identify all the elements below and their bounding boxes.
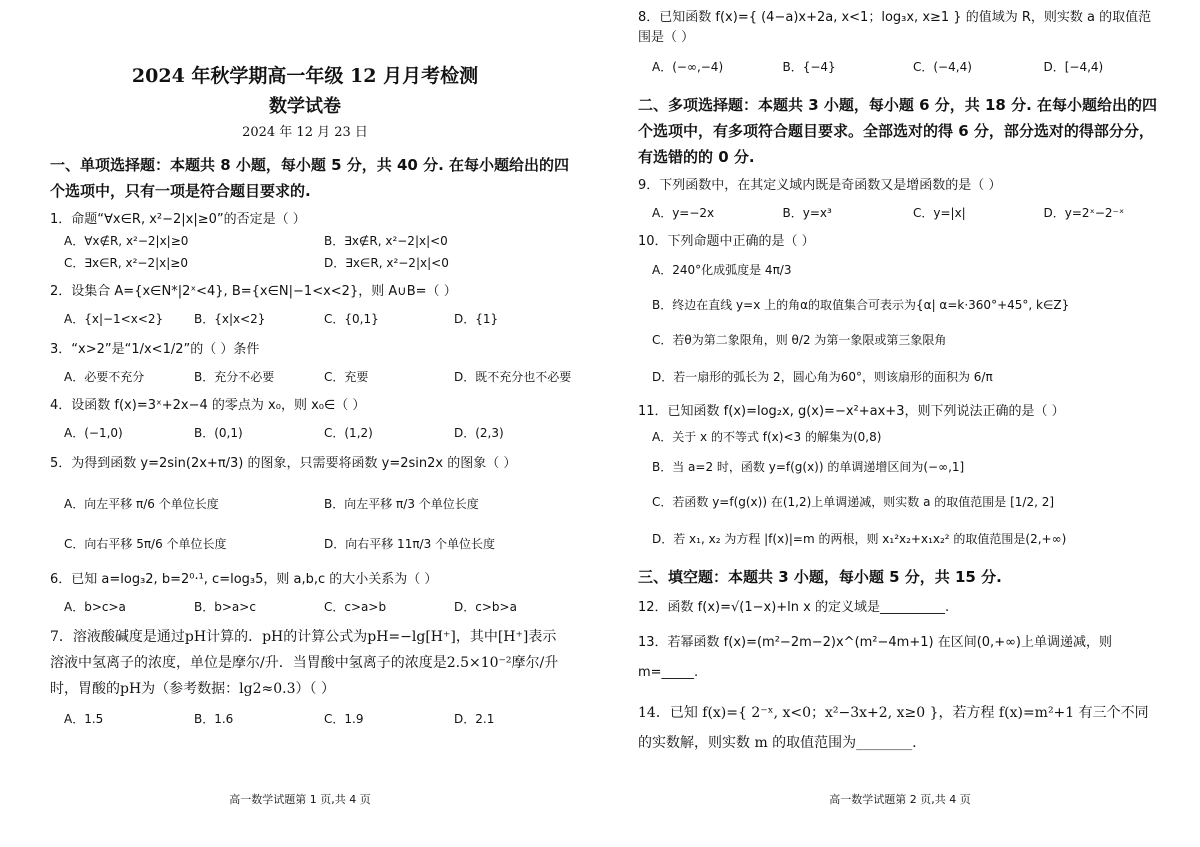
option-c[interactable]: C．若函数 y=f(g(x)) 在(1,2)上单调递减，则实数 a 的取值范围是 [1/2, 2]	[652, 495, 1055, 509]
question-7	[50, 624, 570, 730]
exam-date: 2024 年 12 月 23 日	[242, 125, 368, 140]
option-a[interactable]: A．b>c>a	[64, 600, 126, 614]
option-d[interactable]: D．既不充分也不必要	[454, 370, 572, 384]
option-a[interactable]: A．向左平移 π/6 个单位长度	[64, 497, 219, 511]
question-5	[50, 454, 570, 564]
options-row	[50, 366, 570, 388]
option-a[interactable]: A．(−∞,−4)	[652, 60, 724, 74]
options-row	[50, 422, 570, 444]
option-d[interactable]: D．若 x₁, x₂ 为方程 |f(x)|=m 的两根，则 x₁²x₂+x₁x₂² 的取值范围是(2,+∞)	[652, 532, 1067, 546]
option-c[interactable]: C．c>a>b	[324, 600, 387, 614]
option-a[interactable]: A．1.5	[64, 712, 104, 726]
option-c[interactable]: C．充要	[324, 370, 369, 384]
option-b[interactable]: B．(0,1)	[194, 426, 243, 440]
option-a[interactable]: A．必要不充分	[64, 370, 145, 384]
question-stem: 5．为得到函数 y=2sin(2x+π/3) 的图象，只需要将函数 y=2sin2x 的图象（ ）	[50, 456, 517, 471]
question-10	[638, 232, 1160, 396]
option-a[interactable]: A．y=−2x	[652, 206, 715, 220]
question-stem: 4．设函数 f(x)=3ˣ+2x−4 的零点为 x₀，则 x₀∈（ ）	[50, 398, 366, 413]
options-row	[50, 708, 570, 730]
option-d[interactable]: D．若一扇形的弧长为 2，圆心角为60°，则该扇形的面积为 6/π	[652, 370, 993, 384]
option-c[interactable]: C．若θ为第二象限角，则 θ/2 为第一象限或第三象限角	[652, 333, 947, 347]
options-row	[50, 230, 570, 274]
question-stem: 2．设集合 A={x∈N*|2ˣ<4}, B={x∈N|−1<x<2}，则 A∪B=（ ）	[50, 284, 457, 299]
option-c[interactable]: C．(1,2)	[324, 426, 373, 440]
exam-title: 2024 年秋学期高一年级 12 月月考检测	[131, 65, 479, 87]
options-row	[638, 202, 1160, 224]
option-a[interactable]: A．∀x∉R, x²−2|x|≥0	[64, 234, 189, 248]
question-4	[50, 396, 570, 444]
option-b[interactable]: B．终边在直线 y=x 上的角α的取值集合可表示为{α| α=k·360°+45°, k∈Z}	[652, 298, 1070, 312]
option-c[interactable]: C．{0,1}	[324, 312, 379, 326]
question-3	[50, 340, 570, 388]
option-b[interactable]: B．{x|x<2}	[194, 312, 266, 326]
question-stem: 9．下列函数中，在其定义域内既是奇函数又是增函数的是（ ）	[638, 178, 1002, 193]
options-column	[638, 252, 1160, 396]
option-d[interactable]: D．{1}	[454, 312, 499, 326]
option-b[interactable]: B．b>a>c	[194, 600, 256, 614]
question-14: 14．已知 f(x)={ 2⁻ˣ, x<0；x²−3x+2, x≥0 }，若方程 f(x)=m²+1 有三个不同的实数解，则实数 m 的取值范围为________.	[638, 705, 1149, 751]
option-a[interactable]: A．240°化成弧度是 4π/3	[652, 263, 792, 277]
question-13: 13．若幂函数 f(x)=(m²−2m−2)x^(m²−4m+1) 在区间(0,+∞)上单调递减，则 m=_____.	[638, 635, 1112, 680]
options-column	[638, 422, 1160, 556]
options-row	[638, 56, 1160, 78]
option-b[interactable]: B．1.6	[194, 712, 234, 726]
option-a[interactable]: A．关于 x 的不等式 f(x)<3 的解集为(0,8)	[652, 430, 882, 444]
option-d[interactable]: D．c>b>a	[454, 600, 517, 614]
option-d[interactable]: D．2.1	[454, 712, 495, 726]
question-stem: 8．已知函数 f(x)={ (4−a)x+2a, x<1；log₃x, x≥1 } 的值域为 R，则实数 a 的取值范围是（ ）	[638, 10, 1152, 45]
option-c[interactable]: C．y=|x|	[913, 206, 966, 220]
option-b[interactable]: B．{−4}	[782, 60, 836, 74]
question-6	[50, 570, 570, 618]
exam-subtitle: 数学试卷	[269, 96, 341, 117]
options-row	[50, 484, 570, 564]
page-footer: 高一数学试题第 1 页,共 4 页	[229, 793, 371, 806]
option-c[interactable]: C．∃x∈R, x²−2|x|≥0	[64, 256, 188, 270]
option-d[interactable]: D．向右平移 11π/3 个单位长度	[324, 537, 496, 551]
option-b[interactable]: B．∃x∉R, x²−2|x|<0	[324, 234, 448, 248]
question-12: 12．函数 f(x)=√(1−x)+ln x 的定义域是__________.	[638, 600, 950, 615]
option-d[interactable]: D．[−4,4)	[1043, 60, 1104, 74]
question-stem: 10．下列命题中正确的是（ ）	[638, 234, 815, 249]
option-b[interactable]: B．向左平移 π/3 个单位长度	[324, 497, 479, 511]
question-2	[50, 282, 570, 330]
option-b[interactable]: B．y=x³	[782, 206, 832, 220]
question-stem: 11．已知函数 f(x)=log₂x, g(x)=−x²+ax+3，则下列说法正确的是（ ）	[638, 404, 1065, 419]
options-row	[50, 308, 570, 330]
question-1	[50, 210, 570, 274]
option-d[interactable]: D．y=2ˣ−2⁻ˣ	[1043, 206, 1125, 220]
page-footer: 高一数学试题第 2 页,共 4 页	[829, 793, 971, 806]
question-stem: 1．命题“∀x∈R, x²−2|x|≥0”的否定是（ ）	[50, 212, 306, 227]
question-stem: 7．溶液酸碱度是通过pH计算的．pH的计算公式为pH=−lg[H⁺]，其中[H⁺]表示溶液中氢离子的浓度，单位是摩尔/升．当胃酸中氢离子的浓度是2.5×10⁻²摩尔/升时，胃酸的pH为（参考数据：lg2≈0.3）（ ）	[50, 629, 559, 697]
option-b[interactable]: B．充分不必要	[194, 370, 275, 384]
options-row	[50, 596, 570, 618]
question-11	[638, 402, 1160, 556]
option-b[interactable]: B．当 a=2 时，函数 y=f(g(x)) 的单调递增区间为(−∞,1]	[652, 460, 965, 474]
question-stem: 6．已知 a=log₃2, b=2⁰·¹, c=log₃5，则 a,b,c 的大小关系为（ ）	[50, 572, 438, 587]
exam-page-2	[600, 0, 1200, 847]
option-d[interactable]: D．∃x∈R, x²−2|x|<0	[324, 256, 449, 270]
section-heading-multiple-choice: 二、多项选择题：本题共 3 小题，每小题 6 分，共 18 分. 在每小题给出的四个选项中，有多项符合题目要求。全部选对的得 6 分，部分选对的得部分分，有选错的的 0 分.	[638, 96, 1158, 166]
option-a[interactable]: A．(−1,0)	[64, 426, 123, 440]
option-d[interactable]: D．(2,3)	[454, 426, 504, 440]
option-a[interactable]: A．{x|−1<x<2}	[64, 312, 164, 326]
section-heading-single-choice: 一、单项选择题：本题共 8 小题，每小题 5 分，共 40 分. 在每小题给出的四个选项中，只有一项是符合题目要求的.	[50, 156, 570, 200]
question-stem: 3．“x>2”是“1/x<1/2”的（ ）条件	[50, 342, 260, 357]
section-heading-fill-in: 三、填空题：本题共 3 小题，每小题 5 分，共 15 分.	[638, 568, 1002, 586]
option-c[interactable]: C．向右平移 5π/6 个单位长度	[64, 537, 227, 551]
question-9	[638, 176, 1160, 224]
question-8	[638, 8, 1160, 78]
option-c[interactable]: C．1.9	[324, 712, 364, 726]
option-c[interactable]: C．(−4,4)	[913, 60, 972, 74]
